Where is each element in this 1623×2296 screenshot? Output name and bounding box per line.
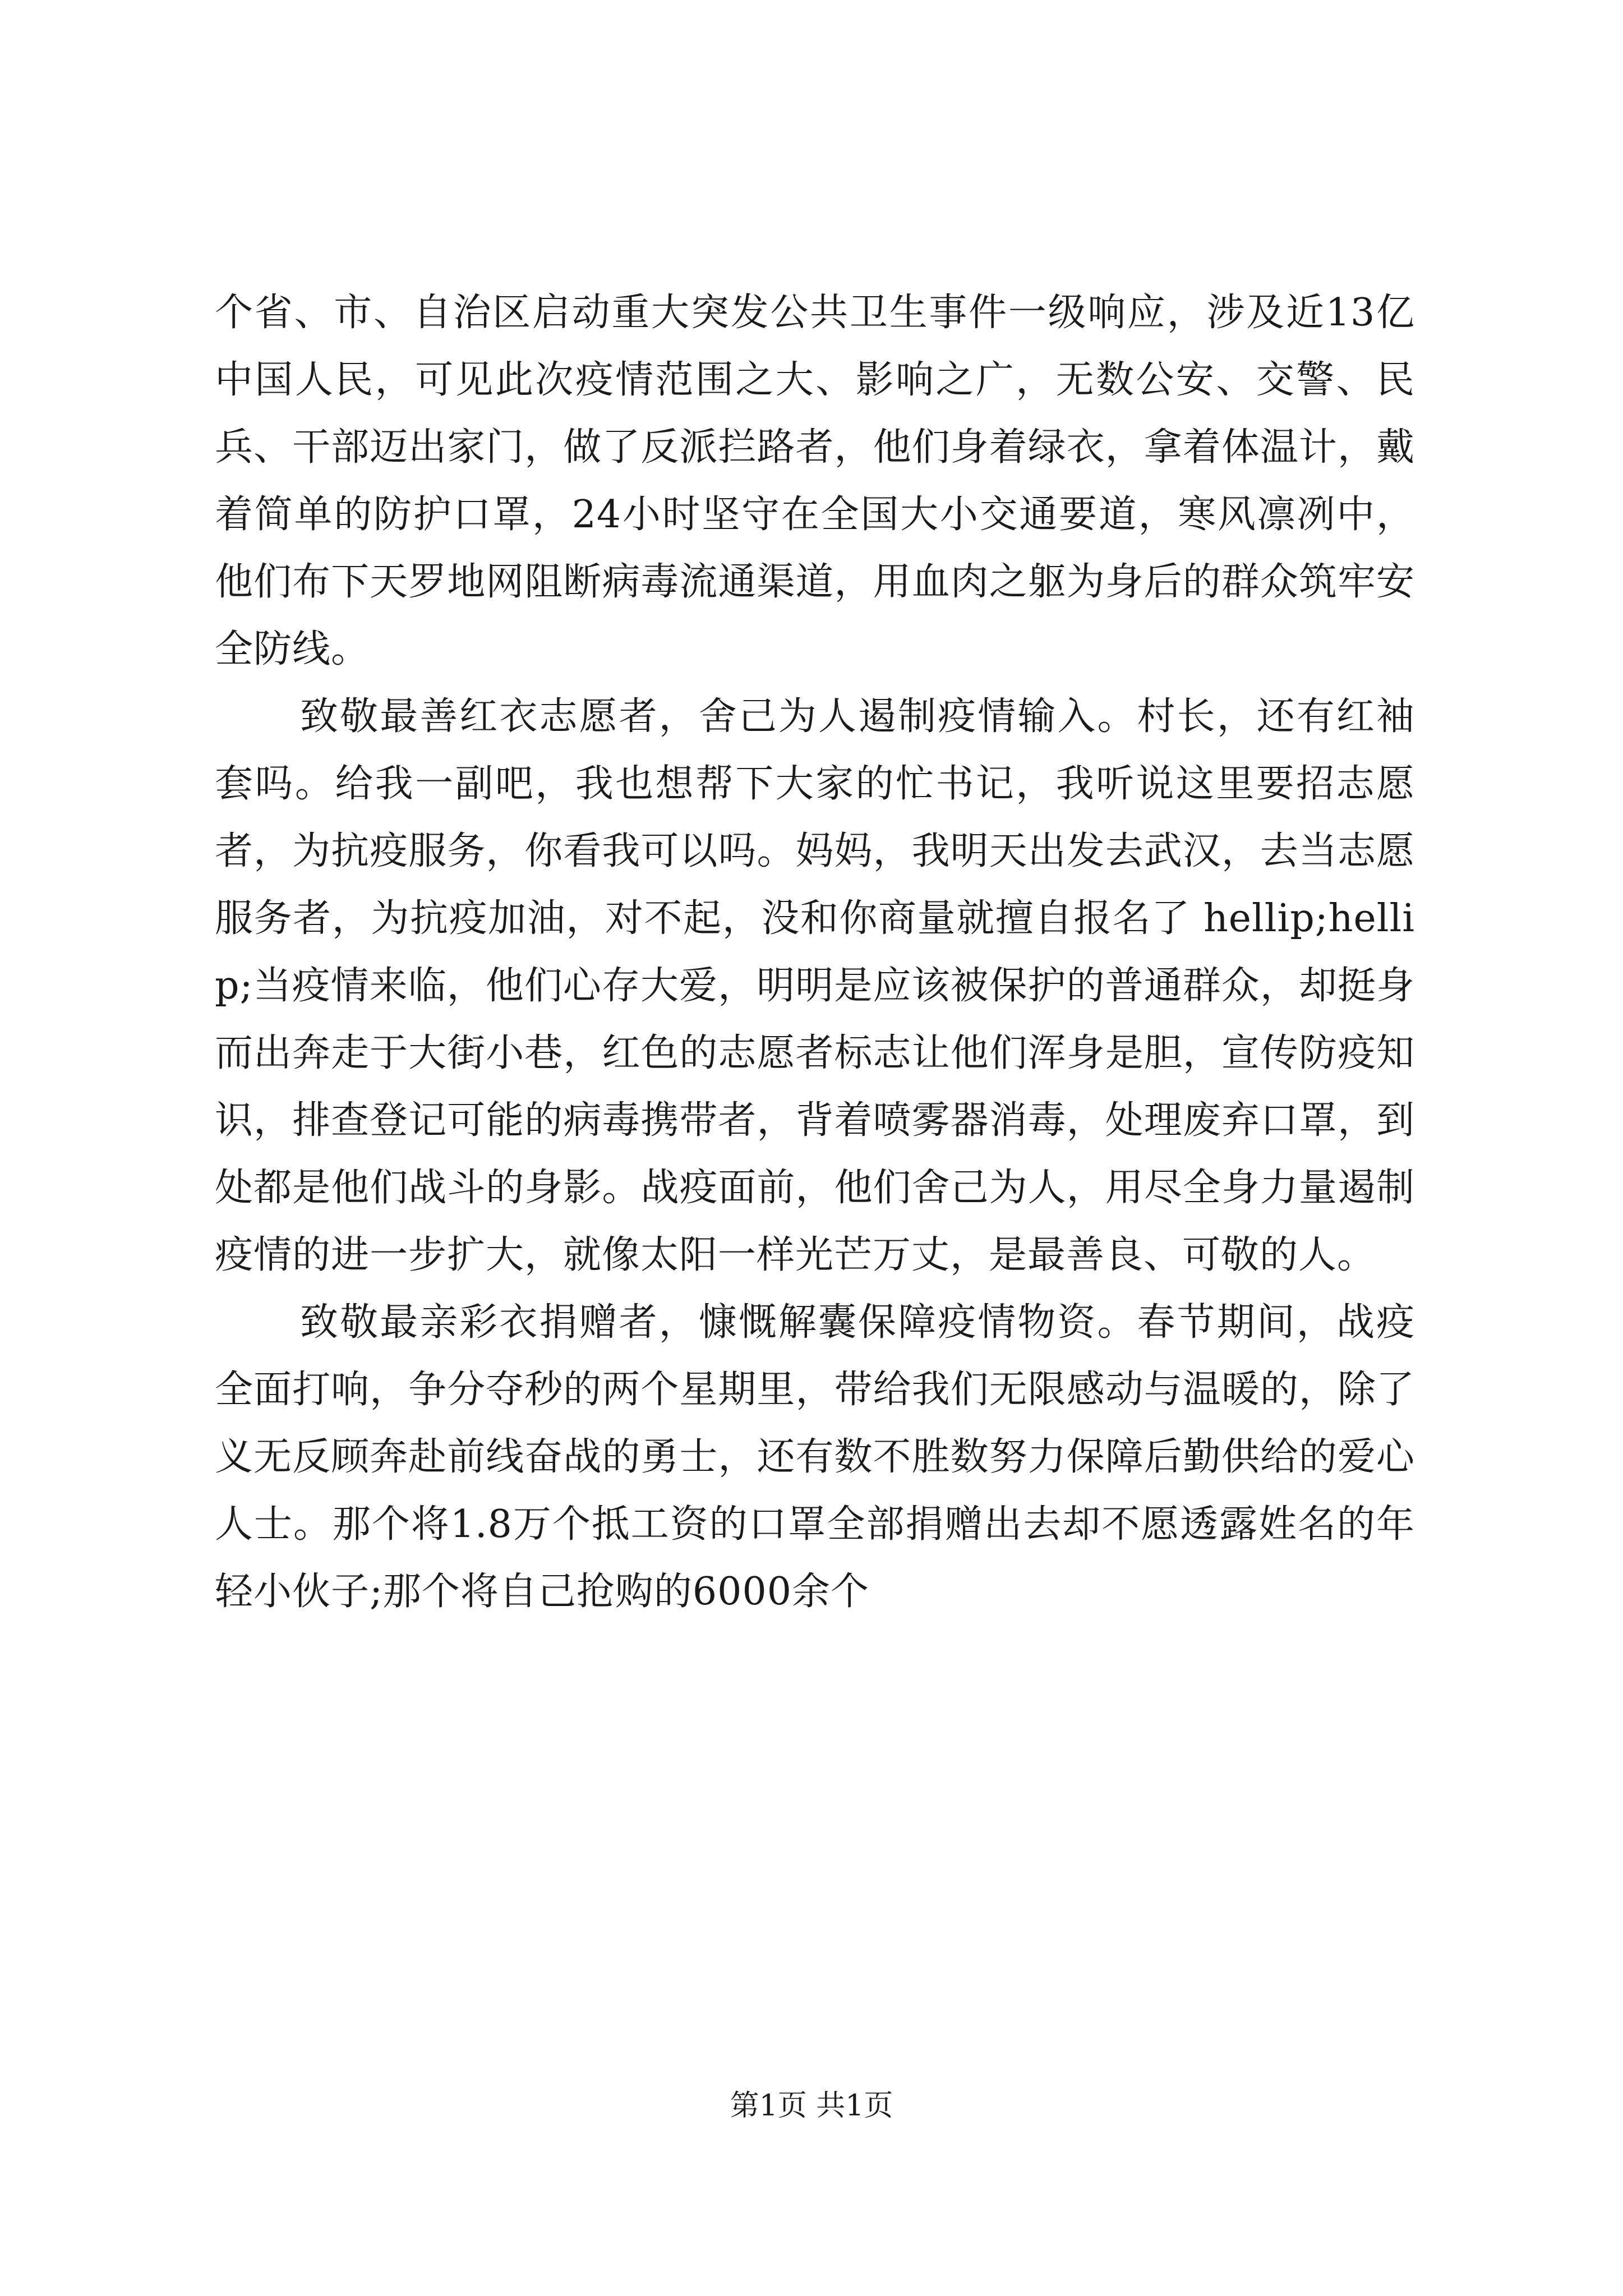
paragraph-2: 致敬最善红衣志愿者，舍己为人遏制疫情输入。村长，还有红袖套吗。给我一副吧，我也想帮下大家的忙书记，我听说这里要招志愿者，为抗疫服务，你看我可以吗。妈妈，我明天出发去武汉，去当志愿服务者，为抗疫加油，对不起，没和你商量就擅自报名了 hellip;hellip;当疫情来临，他们心存大爱，明明是应该被保护的普通群众，却挺身而出奔走于大街小巷，红色的志愿者标志让他们浑身是胆，宣传防疫知识，排查登记可能的病毒携带者，背着喷雾器消毒，处理废弃口罩，到处都是他们战斗的身影。战疫面前，他们舍己为人，用尽全身力量遏制疫情的进一步扩大，就像太阳一样光芒万丈，是最善良、可敬的人。 bbox=[215, 694, 1415, 1277]
page-number-footer: 第1页 共1页 bbox=[730, 2089, 893, 2123]
paragraph-3: 致敬最亲彩衣捐赠者，慷慨解囊保障疫情物资。春节期间，战疫全面打响，争分夺秒的两个星期里，带给我们无限感动与温暖的，除了义无反顾奔赴前线奋战的勇士，还有数不胜数努力保障后勤供给的爱心人士。那个将1.8万个抵工资的口罩全部捐赠出去却不愿透露姓名的年轻小伙子;那个将自己抢购的6000余个 bbox=[215, 1300, 1415, 1614]
document-body bbox=[215, 279, 1415, 1626]
paragraph-1: 个省、市、自治区启动重大突发公共卫生事件一级响应，涉及近13亿中国人民，可见此次疫情范围之大、影响之广，无数公安、交警、民兵、干部迈出家门，做了反派拦路者，他们身着绿衣，拿着体温计，戴着简单的防护口罩，24小时坚守在全国大小交通要道，寒风凛冽中，他们布下天罗地网阻断病毒流通渠道，用血肉之躯为身后的群众筑牢安全防线。 bbox=[215, 291, 1415, 671]
